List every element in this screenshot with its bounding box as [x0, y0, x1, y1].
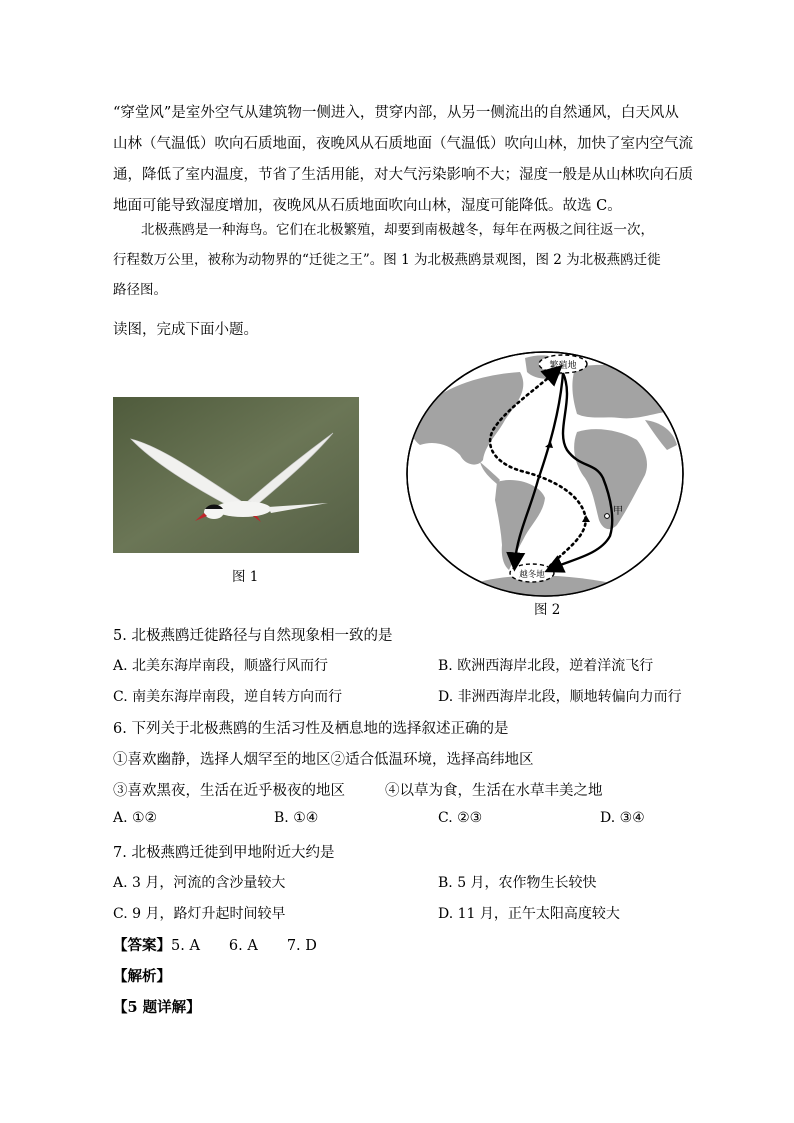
question-6-option-d: D. ③④: [600, 810, 645, 826]
question-6-statement-4: ④以草为食，生活在水草丰美之地: [385, 783, 603, 799]
answer-label: 【答案】: [113, 937, 171, 954]
question-7-stem: 7. 北极燕鸥迁徙到甲地附近大约是: [113, 845, 335, 861]
text-line: 地面可能导致湿度增加，夜晚风从石质地面吹向山林，湿度可能降低。故选 C。: [113, 198, 622, 214]
text-line: 山林（气温低）吹向石质地面，夜晚风从石质地面（气温低）吹向山林，加快了室内空气流: [113, 136, 693, 152]
question-5-option-b: B. 欧洲西海岸北段，逆着洋流飞行: [438, 658, 654, 674]
explanation-paragraph: [113, 98, 693, 222]
text-line: 路径图。: [113, 282, 167, 298]
answer-line: [113, 934, 317, 955]
migration-route-map: [405, 350, 685, 598]
question-6-statements-1-2: ①喜欢幽静，选择人烟罕至的地区②适合低温环境，选择高纬地区: [113, 752, 534, 768]
question-6-option-c: C. ②③: [438, 810, 483, 826]
question-6-option-b: B. ①④: [274, 810, 319, 826]
question-5-option-d: D. 非洲西海岸北段，顺地转偏向力而行: [438, 689, 682, 705]
wintering-ground-label: 越冬地: [519, 570, 545, 580]
question-5-stem: 5. 北极燕鸥迁徙路径与自然现象相一致的是: [113, 628, 393, 644]
detail-5-heading: 【5 题详解】: [113, 999, 201, 1016]
question-6-statement-3: ③喜欢黑夜，生活在近乎极夜的地区: [113, 783, 345, 799]
read-instruction: 读图，完成下面小题。: [113, 322, 258, 338]
figure2-caption: 图 2: [534, 602, 561, 618]
question-5-option-a: A. 北美东海岸南段，顺盛行风而行: [113, 658, 329, 674]
question-7-option-b: B. 5 月，农作物生长较快: [438, 875, 597, 891]
answer-items: 5. A 6. A 7. D: [171, 938, 317, 954]
text-line: 北极燕鸥是一种海鸟。它们在北极繁殖，却要到南极越冬，每年在两极之间往返一次，: [141, 222, 654, 238]
breeding-ground-label: 繁殖地: [549, 361, 577, 371]
figure1-caption: 图 1: [232, 569, 259, 585]
question-6-option-a: A. ①②: [113, 810, 158, 826]
text-line: 通，降低了室内温度，节省了生活用能，对大气污染影响不大；湿度一般是从山林吹向石质: [113, 167, 693, 183]
arctic-tern-photo: [113, 397, 359, 553]
question-7-option-a: A. 3 月，河流的含沙量较大: [113, 875, 286, 891]
point-jia-label: 甲: [613, 506, 623, 517]
intro-paragraph: [113, 215, 683, 305]
question-7-option-c: C. 9 月，路灯升起时间较早: [113, 906, 286, 922]
question-6-stem: 6. 下列关于北极燕鸥的生活习性及栖息地的选择叙述正确的是: [113, 721, 509, 737]
text-line: “穿堂风”是室外空气从建筑物一侧进入，贯穿内部，从另一侧流出的自然通风，白天风从: [113, 105, 679, 121]
question-5-option-c: C. 南美东海岸南段，逆自转方向而行: [113, 689, 343, 705]
analysis-heading: 【解析】: [113, 968, 171, 985]
text-line: 行程数万公里，被称为动物界的“迁徙之王”。图 1 为北极燕鸥景观图，图 2 为北极燕鸥迁徙: [113, 252, 661, 268]
question-7-option-d: D. 11 月，正午太阳高度较大: [438, 906, 620, 922]
